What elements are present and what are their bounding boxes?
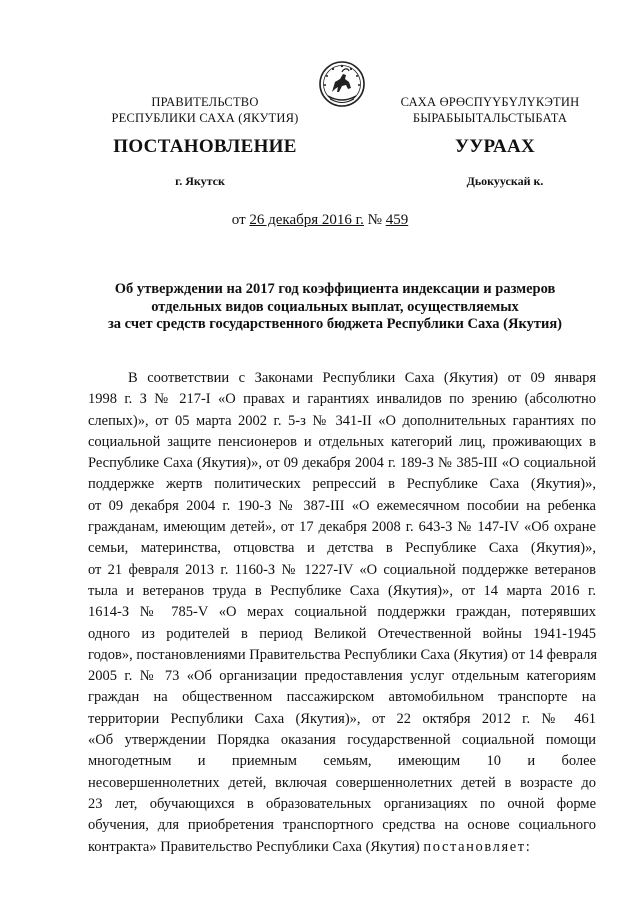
document-date-number bbox=[160, 212, 480, 229]
government-name-ru-line1: ПРАВИТЕЛЬСТВО bbox=[151, 95, 259, 109]
body-line: 1614-З № 785-V «О мерах социальной поддержки граждан, потерявших bbox=[88, 604, 596, 621]
body-line: слепых)», от 05 марта 2002 г. 5-з № 341-II «О дополнительных гарантиях по bbox=[88, 412, 596, 429]
body-line: от 21 февраля 2013 г. 1160-З № 1227-IV «О социальной поддержке ветеранов bbox=[88, 561, 596, 578]
body-line: обучения, для приобретения транспортного средства на основе социального bbox=[88, 817, 596, 834]
body-line: Республике Саха (Якутия)», от 09 декабря 2004 г. 189-З № 385-III «О социальной bbox=[88, 455, 596, 472]
body-line: поддержке жертв политических репрессий в Республике Саха (Якутия)», bbox=[88, 476, 596, 493]
body-line: В соответствии с Законами Республики Саха (Якутия) от 09 января bbox=[128, 370, 596, 386]
document-number: 459 bbox=[385, 212, 409, 228]
city-yakut: Дьокуускай к. bbox=[466, 174, 544, 188]
body-line: «Об утверждении Порядка оказания государственной социальной помощи bbox=[88, 732, 596, 749]
government-name-yakut bbox=[385, 94, 595, 126]
title-line: Об утверждении на 2017 год коэффициента индексации и размеров bbox=[114, 281, 556, 297]
body-line: тыла и ветеранов труда в Республике Саха (Якутия)», от 14 марта 2016 г. bbox=[88, 582, 596, 599]
doc-type-yakut: УУРААХ bbox=[454, 136, 536, 157]
document-body bbox=[88, 368, 596, 858]
city-russian: г. Якутск bbox=[175, 174, 225, 188]
body-last-line bbox=[88, 837, 596, 858]
number-prefix: № bbox=[363, 212, 386, 228]
title-line: за счет средств государственного бюджета Республики Саха (Якутия) bbox=[107, 316, 562, 332]
body-line: семьи, материнства, отцовства и детства в Республике Саха (Якутия)», bbox=[88, 540, 596, 557]
republic-emblem-icon bbox=[318, 58, 366, 110]
government-name-sah-line1: САХА ӨРӨСПҮҮБҮЛҮКЭТИН bbox=[400, 95, 580, 109]
government-name-ru-line2: РЕСПУБЛИКИ САХА (ЯКУТИЯ) bbox=[111, 111, 299, 125]
government-name-russian bbox=[100, 94, 310, 126]
body-line: 2005 г. № 73 «Об организации предоставления услуг отдельным категориям bbox=[88, 668, 596, 685]
body-line: годов», постановлениями Правительства Республики Саха (Якутия) от 14 февраля bbox=[88, 646, 598, 663]
date-prefix: от bbox=[231, 212, 250, 228]
body-line: 1998 г. З № 217-I «О правах и гарантиях инвалидов по зрению (абсолютно bbox=[88, 391, 596, 408]
body-line: территории Республики Саха (Якутия)», от 22 октября 2012 г. № 461 bbox=[88, 710, 596, 727]
body-last-line-text: контракта» Правительство Республики Саха (Якутия) bbox=[88, 838, 424, 855]
body-line: граждан на общественном пассажирском автомобильном транспорте на bbox=[88, 689, 596, 706]
body-line: одного из родителей в период Великой Отечественной войны 1941-1945 bbox=[88, 625, 596, 642]
body-line: 23 лет, обучающихся в образовательных организациях по очной форме bbox=[88, 795, 596, 812]
body-line: от 09 декабря 2004 г. 190-З № 387-III «О ежемесячном пособии на ребенка bbox=[88, 497, 596, 514]
body-line: гражданам, имеющим детей», от 17 декабря 2008 г. 643-З № 147-IV «Об охране bbox=[88, 519, 596, 536]
body-line: несовершеннолетних детей, включая совершеннолетних детей в возрасте до bbox=[88, 774, 596, 791]
document-title bbox=[90, 281, 580, 334]
body-line: многодетным и приемным семьям, имеющим 10 и более bbox=[88, 753, 596, 770]
title-line: отдельных видов социальных выплат, осуществляемых bbox=[151, 298, 519, 315]
document-date: 26 декабря 2016 г. bbox=[249, 212, 364, 228]
doc-type-russian: ПОСТАНОВЛЕНИЕ bbox=[113, 136, 297, 157]
body-line: социальной защите пенсионеров и отдельных категорий лиц, проживающих в bbox=[88, 433, 596, 450]
government-name-sah-line2: БЫРАБЫЫТАЛЬСТЫБАТА bbox=[412, 111, 568, 125]
resolves-word: постановляет: bbox=[423, 838, 532, 855]
